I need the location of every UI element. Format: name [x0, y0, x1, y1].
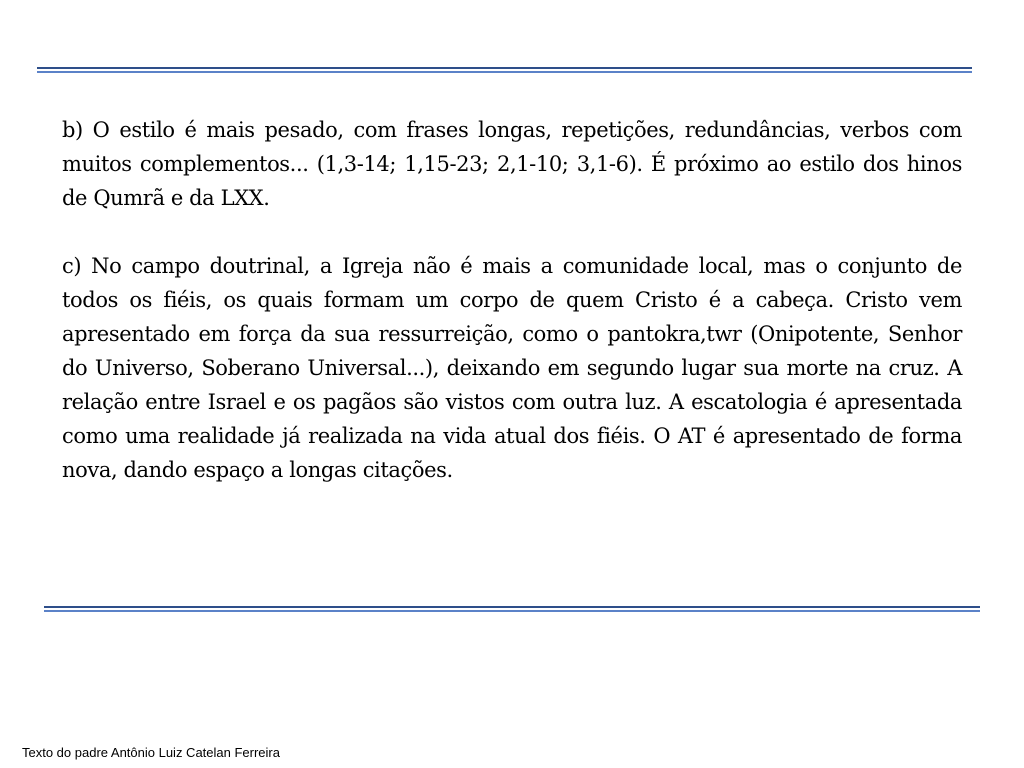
footer-credit: Texto do padre Antônio Luiz Catelan Ferreira — [22, 745, 280, 760]
paragraph-c: c) No campo doutrinal, a Igreja não é mais a comunidade local, mas o conjunto de todos os fiéis, os quais formam um corpo de quem Cristo é a cabeça. Cristo vem apresentado em força da sua ressurreição, como o pantokra,twr (Onipotente, Senhor do Universo, Soberano Universal...), deixando em segundo lugar sua morte na cruz. A relação entre Israel e os pagãos são vistos com outra luz. A escatologia é apresentada como uma realidade já realizada na vida atual dos fiéis. O AT é apresentado de forma nova, dando espaço a longas citações. — [62, 254, 962, 482]
paragraph-b: b) O estilo é mais pesado, com frases longas, repetições, redundâncias, verbos com muitos complementos... (1,3-14; 1,15-23; 2,1-10; 3,1-6). É próximo ao estilo dos hinos de Qumrã e da LXX. — [62, 118, 962, 210]
bottom-divider — [44, 606, 980, 612]
top-divider — [37, 67, 972, 73]
body-text — [62, 113, 962, 487]
